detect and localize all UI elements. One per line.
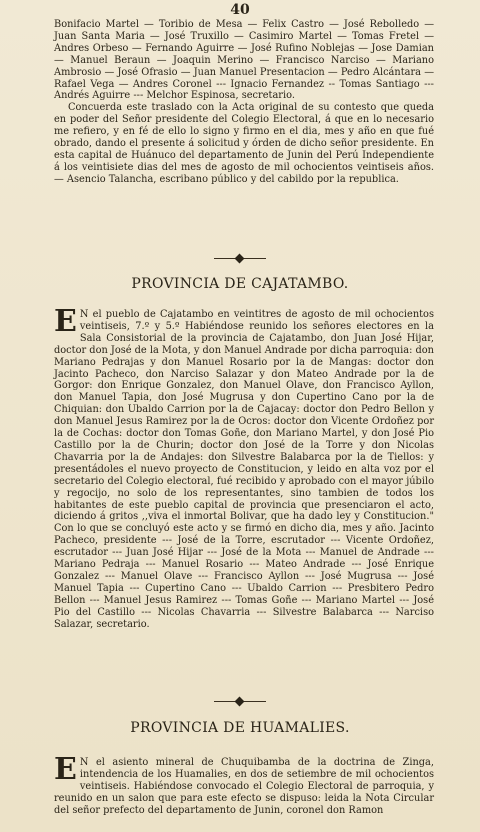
ornament-divider [214,697,266,707]
section-heading-huamalies: PROVINCIA DE HUAMALIES. [130,720,350,736]
huamalies-text: N el asiento mineral de Chuquibamba de la doctrina de Zinga, intendencia de los Huamalies, en dos de setiembre de mil ochocientos veintiseis. Habiéndose convocado el Colegio Electoral de parroquia, y reunido en un salon que para este efecto se dispuso: leida la Nota Circular del señor prefecto del departamento de Junin, coronel don Ramon [54,757,434,816]
certification-paragraph: Concuerda este traslado con la Acta original de su contesto que queda en poder del Señor presidente del Colegio Electoral, á que en lo necesario me refiero, y en fé de ello lo signo y firmo en el dia, mes y año en que fué obrado, dando el presente á solicitud y órden de dicho señor presidente. En esta capital de Huánuco del departamento de Junin del Perú Independiente á los veintisiete dias del mes de agosto de mil ochocientos veintiseis años. — Asencio Talancha, escribano público y del cabildo por la republica. [54,102,434,185]
cajatambo-text: N el pueblo de Cajatambo en veintitres de agosto de mil ochocientos veintiseis, 7.º y 5.º Habiéndose reunido los señores electores en la Sala Consistorial de la provincia de Cajatambo, don Juan José Hijar, doctor don José de la Mota, y don Manuel Andrade por dicha parroquia: don Mariano Pedrajas y don Manuel Rosario por la de Mangas: doctor don Jacinto Pacheco, don Narciso Salazar y don Mateo Andrade por la de Gorgor: don Enrique Gonzalez, don Manuel Olave, don Francisco Ayllon, don Manuel Tapia, don José Mugrusa y don Cupertino Cano por la de Chiquian: don Ubaldo Carrion por la de Cajacay: doctor don Pedro Bellon y don Manuel Jesus Ramirez por la de Ocros: doctor don Vicente Ordoñez por la de Cochas: doctor don Tomas Goñe, don Mariano Martel, y don José Pio Castillo por la de Churin; doctor don José de la Torre y don Nicolas Chavarria por la de Andajes: don Silvestre Balabarca por la de Tiellos: y presentádoles el nuevo proyecto de Constitucion, y leido en alta voz por el secretario del Colegio electoral, fué recibido y aprobado con el mayor júbilo y regocijo, no solo de los representantes, sino tambien de todos los habitantes de este pueblo capital de provincia que presenciaron el acto, diciendo á gritos ,,viva el inmortal Bolivar, que ha dado ley y Constitucion." Con lo que se concluyó este acto y se firmó en dicho dia, mes y año. Jacinto Pacheco, presidente --- José de la Torre, escrutador --- Vicente Ordoñez, escrutador --- Juan José Hijar --- José de la Mota --- Manuel de Andrade --- Mariano Pedraja --- Manuel Rosario --- Mateo Andrade --- José Enrique Gonzalez --- Manuel Olave --- Francisco Ayllon --- José Mugrusa --- José Manuel Tapia --- Cupertino Cano --- Ubaldo Carrion --- Presbitero Pedro Bellon --- Manuel Jesus Ramirez --- Tomas Goñe --- Mariano Martel --- José Pio del Castillo --- Nicolas Chavarria --- Silvestre Balabarca --- Narciso Salazar, secretario. [54,309,434,630]
page-number: 40 [230,2,250,18]
section-heading-cajatambo: PROVINCIA DE CAJATAMBO. [131,276,349,292]
huamalies-section [54,752,434,817]
huamalies-paragraph [54,752,434,817]
cajatambo-paragraph [54,304,434,630]
ornament-divider [214,254,266,264]
signatures-section [54,19,434,186]
cajatambo-section [54,304,434,630]
drop-cap: E [54,752,77,787]
signatures-paragraph: Bonifacio Martel — Toribio de Mesa — Felix Castro — José Rebolledo — Juan Santa Maria — José Truxillo — Casimiro Martel — Tomas Fretel — Andres Orbeso — Fernando Aguirre — José Rufino Noblejas — Jose Damian — Manuel Beraun — Joaquin Merino — Francisco Narciso — Mariano Ambrosio — José Ofrasio — Juan Manuel Presentacion — Pedro Alcántara — Rafael Vega — Andres Coronel --- Ignacio Fernandez -- Tomas Santiago --- Andrés Aguirre --- Melchor Espinosa, secretario. [54,19,434,102]
drop-cap: E [54,304,77,339]
